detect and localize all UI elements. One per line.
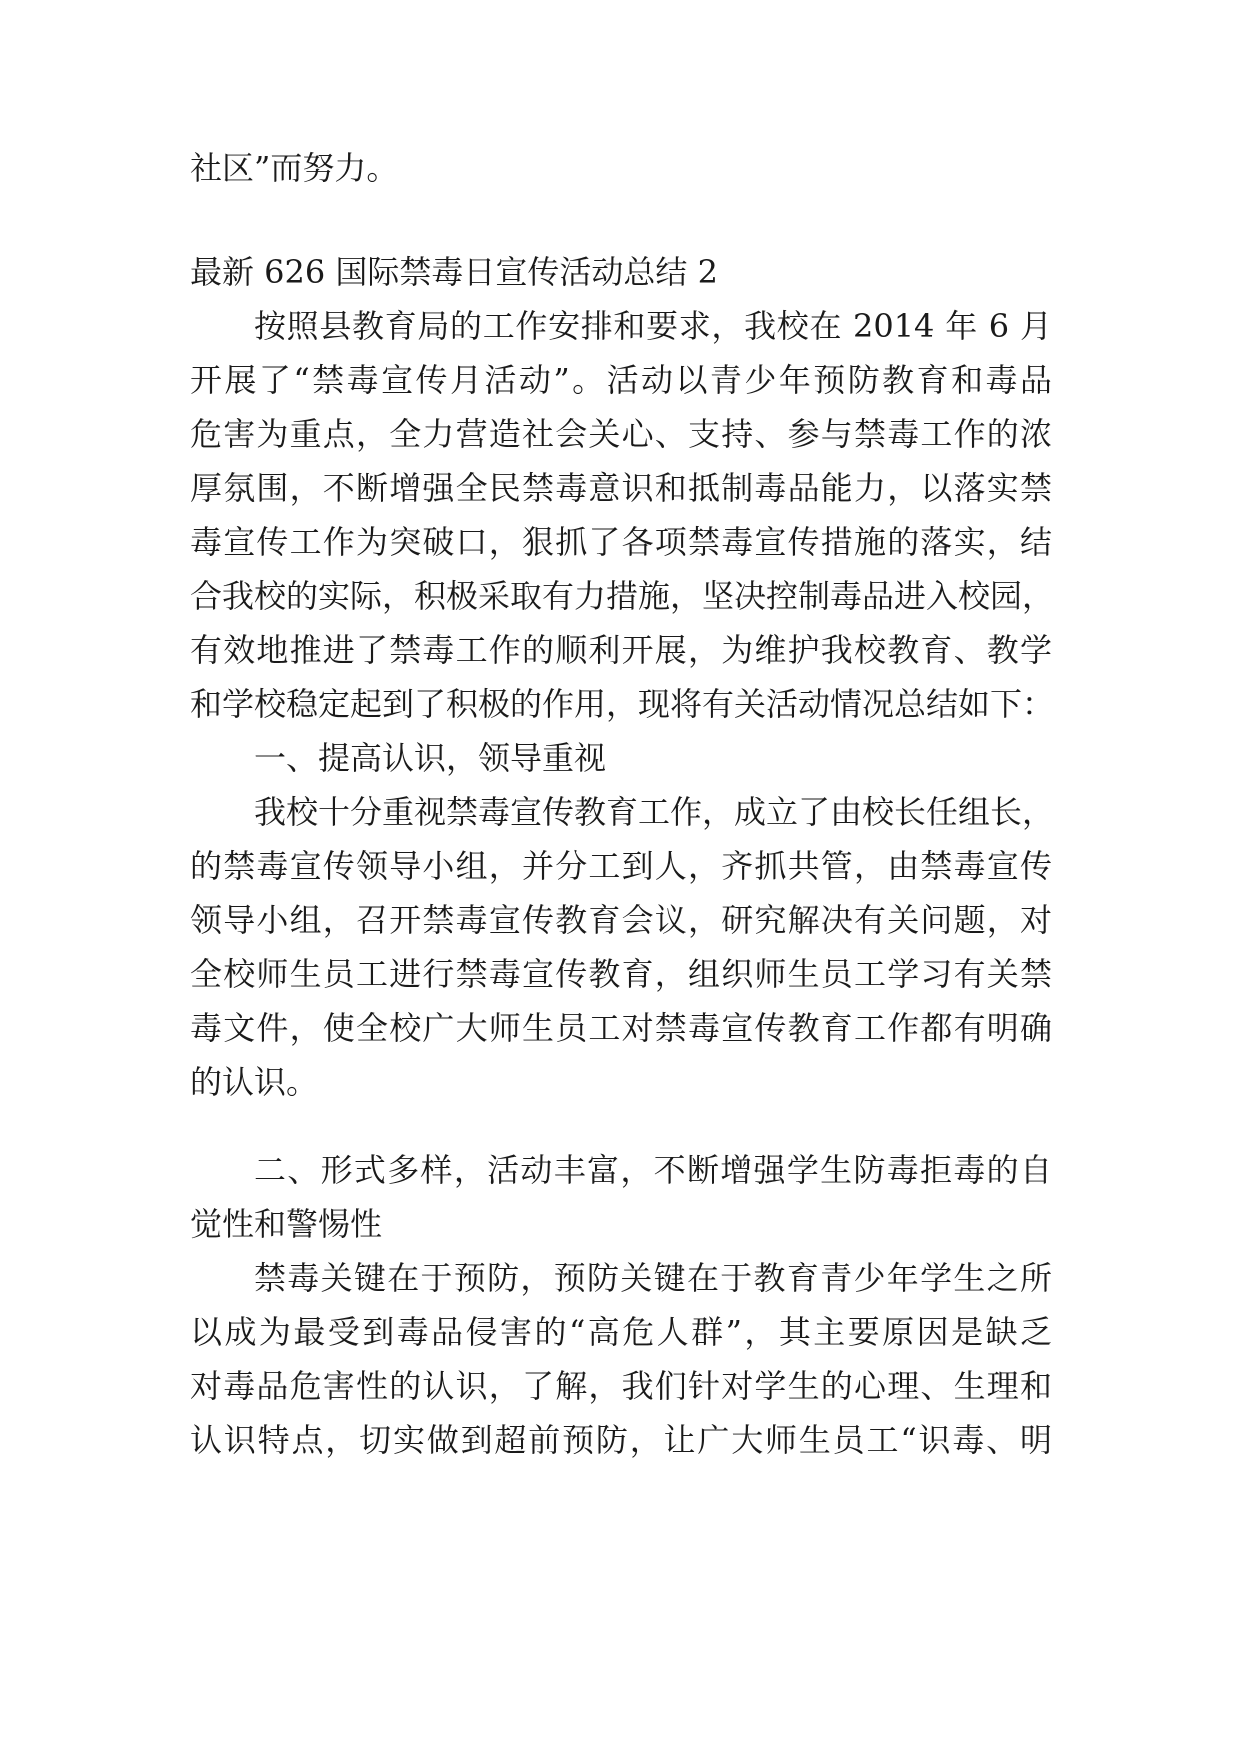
paragraph-1-line-7: 有效地推进了禁毒工作的顺利开展，为维护我校教育、教学 — [190, 631, 1052, 669]
paragraph-3-line-1: 禁毒关键在于预防，预防关键在于教育青少年学生之所 — [254, 1259, 1052, 1297]
section-heading-2-line-1: 二、形式多样，活动丰富，不断增强学生防毒拒毒的自 — [254, 1151, 1052, 1189]
section-heading-1: 一、提高认识，领导重视 — [254, 739, 607, 777]
paragraph-1-line-2: 开展了“禁毒宣传月活动”。活动以青少年预防教育和毒品 — [190, 361, 1052, 399]
paragraph-2-line-3: 领导小组，召开禁毒宣传教育会议，研究解决有关问题，对 — [190, 901, 1052, 939]
paragraph-1-line-4: 厚氛围，不断增强全民禁毒意识和抵制毒品能力，以落实禁 — [190, 469, 1052, 507]
paragraph-3-line-4: 认识特点，切实做到超前预防，让广大师生员工“识毒、明 — [190, 1421, 1052, 1459]
paragraph-2-line-1: 我校十分重视禁毒宣传教育工作，成立了由校长任组长， — [254, 793, 1055, 831]
paragraph-2-line-6: 的认识。 — [190, 1063, 319, 1101]
paragraph-2-line-2: 的禁毒宣传领导小组，并分工到人，齐抓共管，由禁毒宣传 — [190, 847, 1052, 885]
paragraph-1-line-8: 和学校稳定起到了积极的作用，现将有关活动情况总结如下： — [190, 685, 1055, 723]
paragraph-3-line-3: 对毒品危害性的认识，了解，我们针对学生的心理、生理和 — [190, 1367, 1052, 1405]
section-heading-2-line-2: 觉性和警惕性 — [190, 1205, 383, 1243]
paragraph-1-line-3: 危害为重点，全力营造社会关心、支持、参与禁毒工作的浓 — [190, 415, 1052, 453]
paragraph-1-line-6: 合我校的实际，积极采取有力措施，坚决控制毒品进入校园， — [190, 577, 1055, 615]
paragraph-2-line-4: 全校师生员工进行禁毒宣传教育，组织师生员工学习有关禁 — [190, 955, 1052, 993]
paragraph-3-line-2: 以成为最受到毒品侵害的“高危人群”，其主要原因是缺乏 — [190, 1313, 1052, 1351]
paragraph-2-line-5: 毒文件，使全校广大师生员工对禁毒宣传教育工作都有明确 — [190, 1009, 1052, 1047]
continuation-line: 社区”而努力。 — [190, 149, 399, 187]
document-title: 最新 626 国际禁毒日宣传活动总结 2 — [190, 253, 718, 291]
paragraph-1-line-1: 按照县教育局的工作安排和要求，我校在 2014 年 6 月 — [254, 307, 1052, 345]
paragraph-1-line-5: 毒宣传工作为突破口，狠抓了各项禁毒宣传措施的落实，结 — [190, 523, 1052, 561]
